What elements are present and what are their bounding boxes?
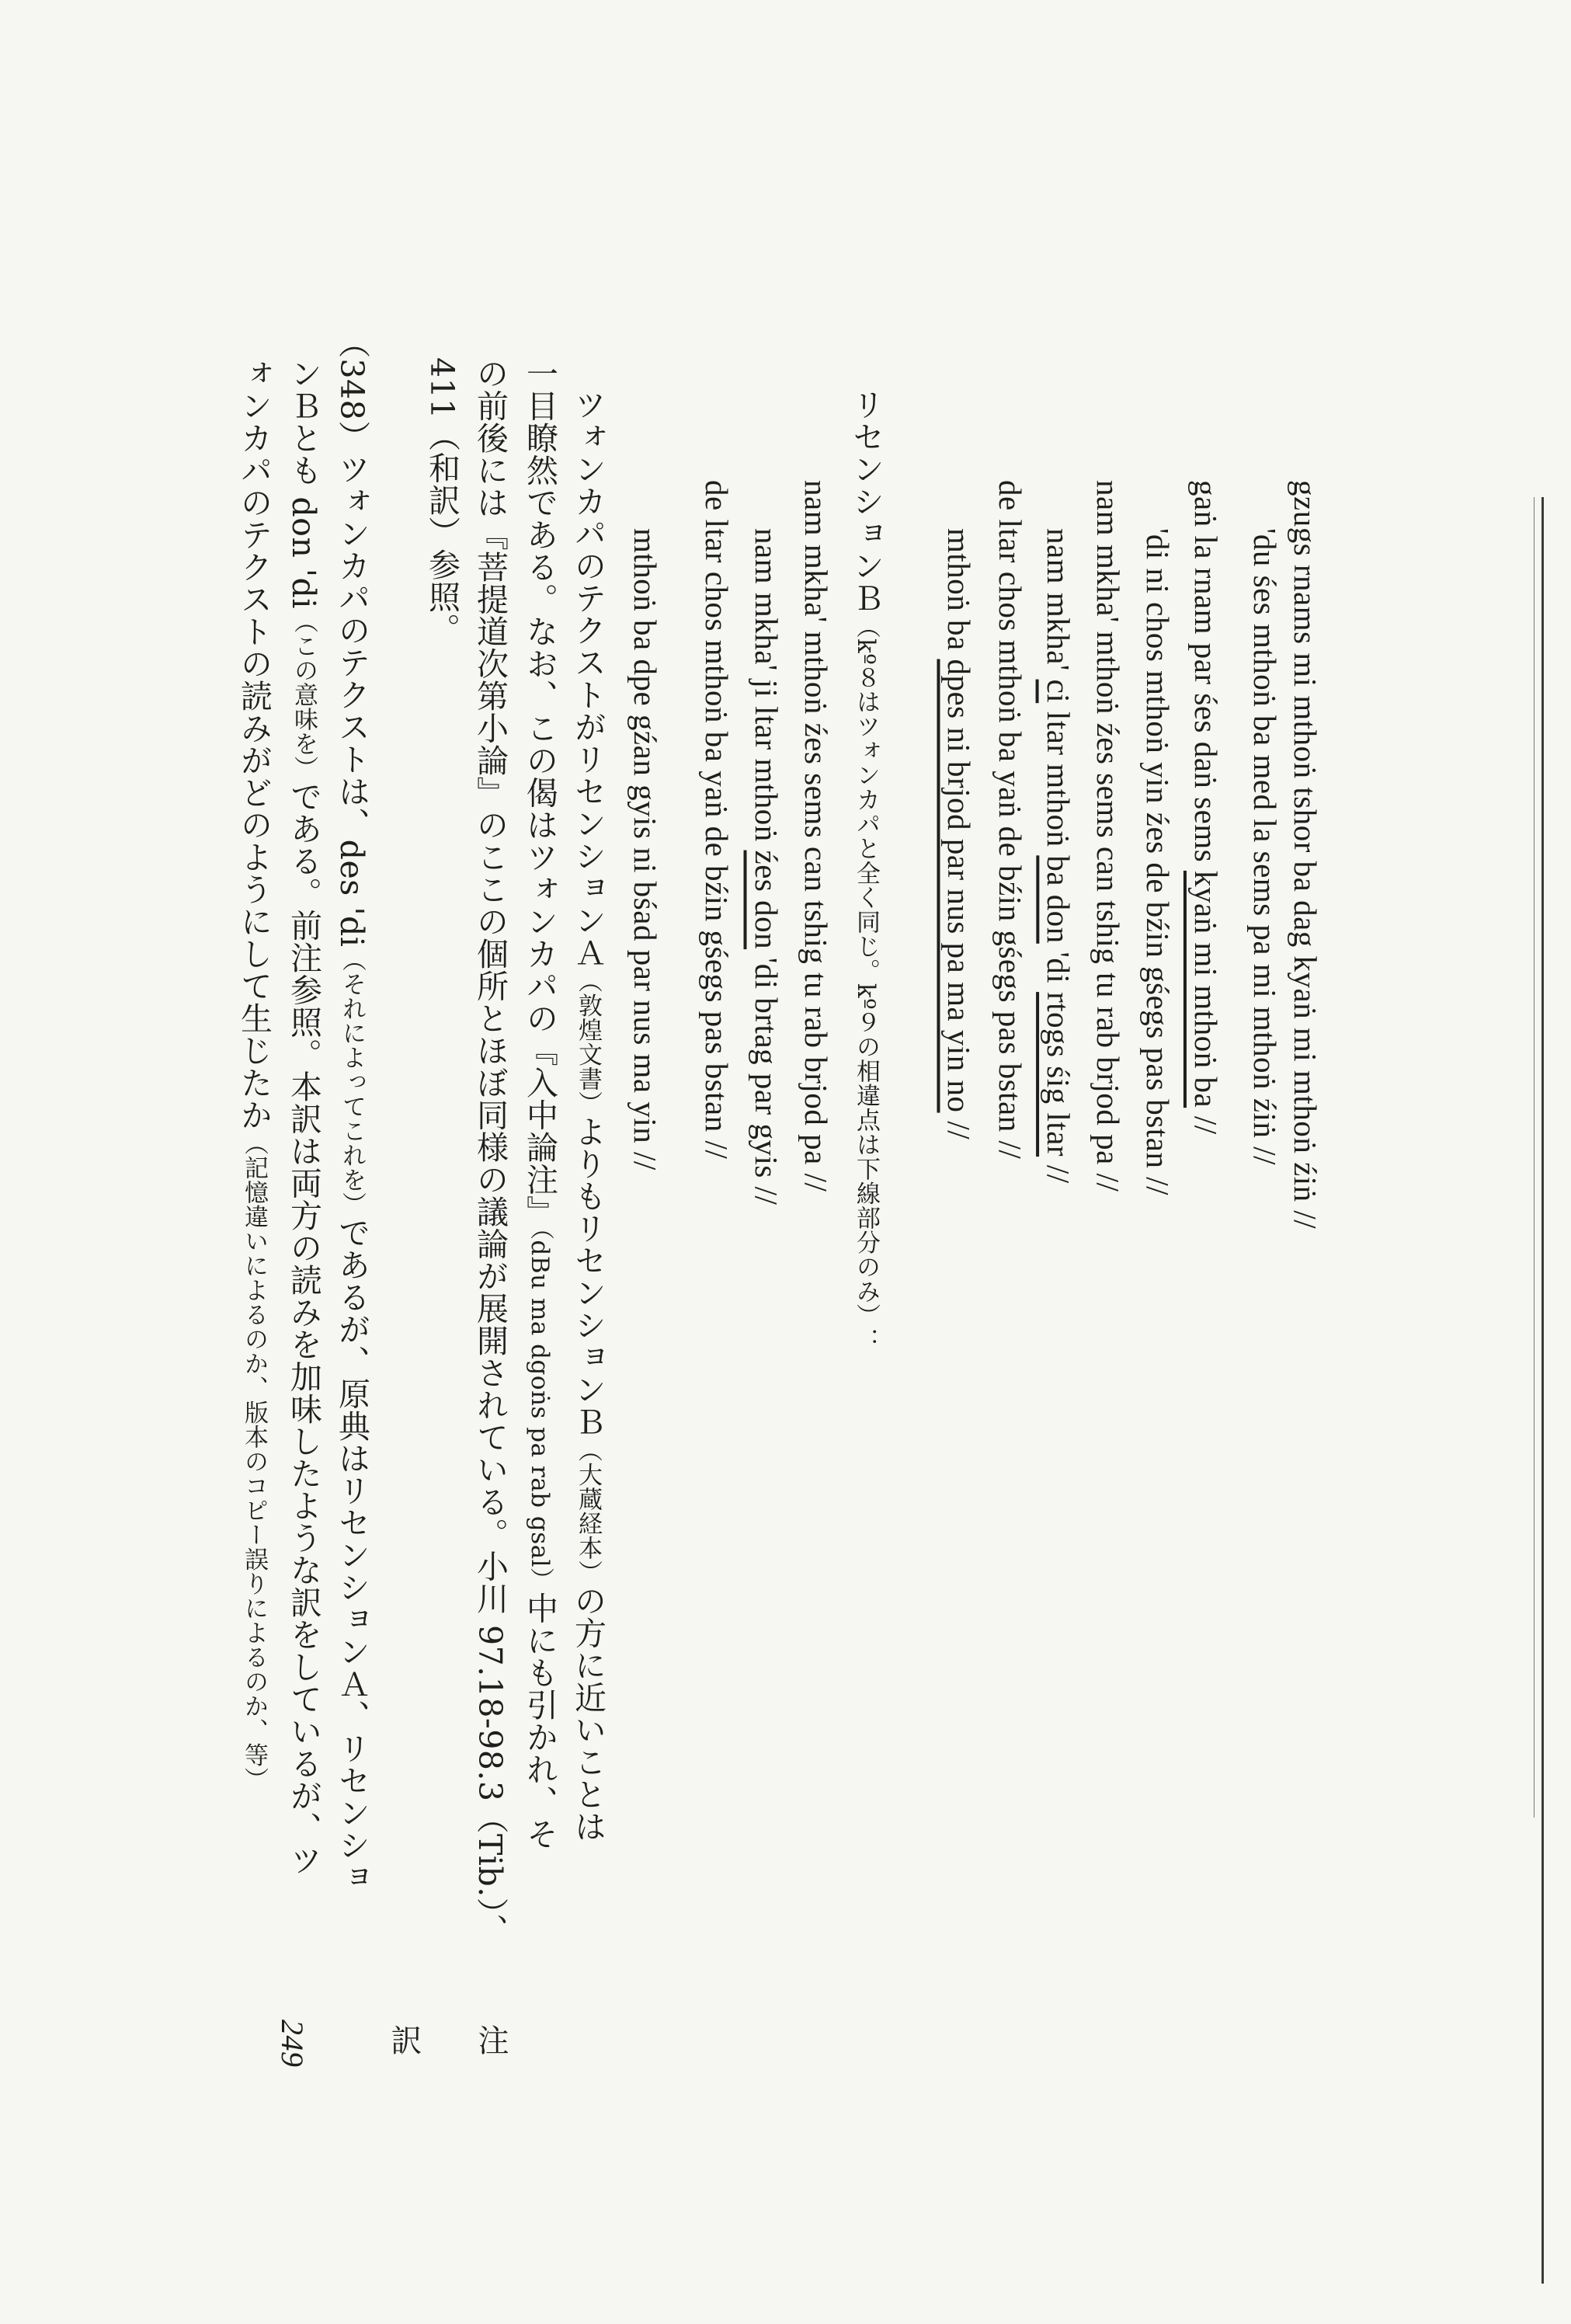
note-number: （348） bbox=[333, 326, 370, 453]
binding-edge-line bbox=[1541, 497, 1544, 2284]
comment-line-2: 一目瞭然である。なお、この偈はツォンカパの『入中論注』（dBu ma dgoṅs pa rab gsal）中にも引かれ、そ bbox=[521, 357, 558, 1850]
verse-line-2: 'du śes mthoṅ ba med la sems pa mi mthoṅ źiṅ // bbox=[1247, 528, 1283, 1166]
verse-line-6: nam mkha' ci ltar mthoṅ ba don 'di rtogs śig ltar // bbox=[1041, 528, 1076, 1184]
recension-b-line-3: nam mkha' ji ltar mthoṅ źes don 'di brtag par gyis // bbox=[749, 528, 784, 1205]
recension-b-heading: リセンションＢ（kº８はツォンカパと全く同じ。kº９の相違点は下線部分のみ）： bbox=[847, 388, 885, 1353]
comment-line-3: の前後には『菩提道次第小論』のここの個所とほぼ同様の議論が展開されている。小川 97.18‐98.3（Tib.）、 bbox=[471, 357, 509, 1947]
recension-b-line-4: de ltar chos mthoṅ ba yaṅ de bźin gśegs pas bstan // bbox=[699, 480, 735, 1160]
verse-line-7: de ltar chos mthoṅ ba yaṅ de bźin gśegs pas bstan // bbox=[992, 480, 1028, 1160]
verse-line-1: gzugs rnams mi mthoṅ tshor ba dag kyaṅ mi mthoṅ źiṅ // bbox=[1288, 480, 1323, 1230]
note-348-line-3: ォンカパのテクストの読みがどのようにして生じたか（記憶違いによるのか、版本のコピー誤りによるのか、等） bbox=[235, 357, 273, 1792]
running-head-2: 注 bbox=[474, 2024, 509, 2056]
binding-edge-shadow bbox=[1534, 497, 1535, 1818]
verse-line-5: nam mkha' mthoṅ źes sems can tshig tu rab brjod pa // bbox=[1090, 480, 1126, 1192]
verse-line-3: gaṅ la rnam par śes daṅ sems kyaṅ mi mthoṅ ba // bbox=[1188, 480, 1224, 1135]
recension-b-line-2: nam mkha' mthoṅ źes sems can tshig tu rab brjod pa // bbox=[798, 480, 834, 1192]
note-348-line-2: ンＢとも don 'di（この意味を）である。前注参照。本訳は両方の読みを加味したような訳をしているが、ツ bbox=[285, 357, 322, 1877]
running-head-1: 訳 bbox=[387, 2024, 422, 2056]
comment-line-4: 411（和訳）参照。 bbox=[423, 357, 461, 645]
recension-b-line-5: mthoṅ ba dpe gźan gyis ni bśad par nus ma yin // bbox=[627, 528, 663, 1171]
recension-b-line-1: mthoṅ ba dpes ni brjod par nus pa ma yin no // bbox=[941, 528, 977, 1140]
note-348-line-1: （348）ツォンカパのテクストは、des 'di（それによってこれを）であるが、原典はリセンションＡ、リセンショ bbox=[333, 326, 370, 1894]
page-number: 249 bbox=[275, 2020, 310, 2068]
verse-line-4: 'di ni chos mthoṅ yin źes de bźin gśegs pas bstan // bbox=[1140, 528, 1176, 1195]
comment-line-1: ツォンカパのテクストがリセンションＡ（敦煌文書）よりもリセンションＢ（大蔵経本）の方に近いことは bbox=[569, 388, 607, 1842]
